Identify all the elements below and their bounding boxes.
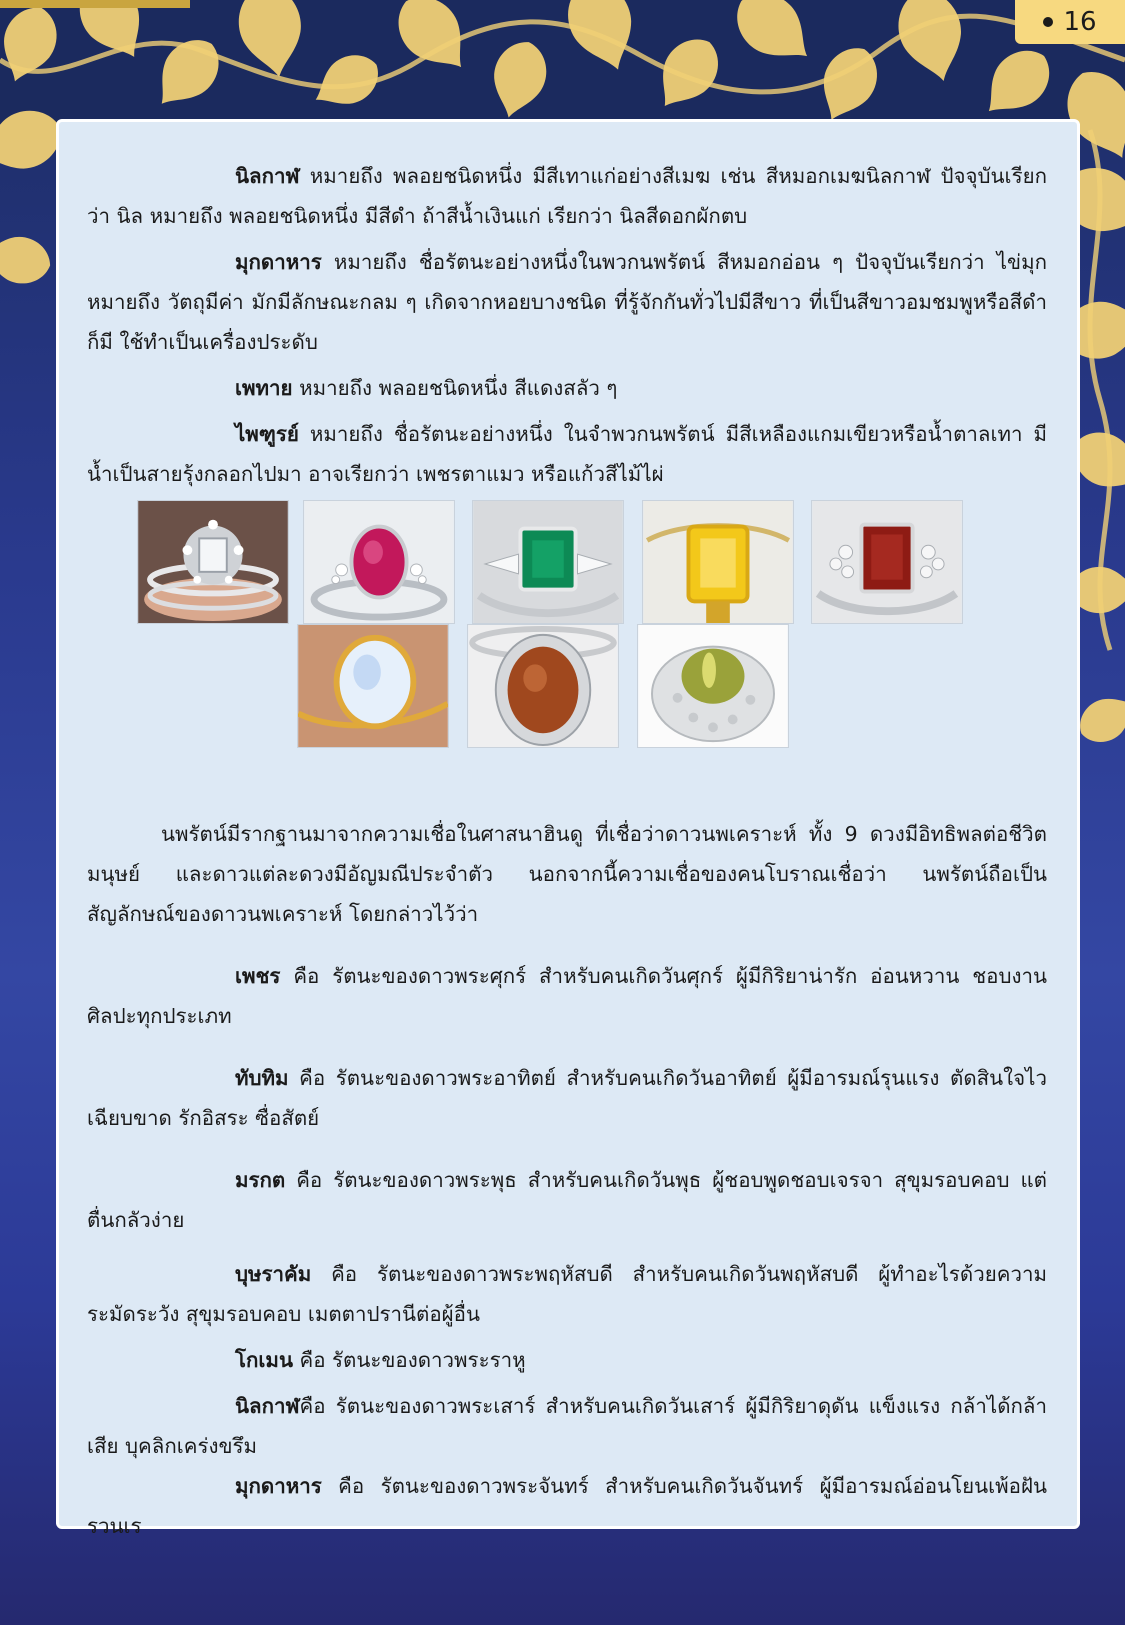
planet-text: คือ รัตนะของดาวพระพฤหัสบดี สำหรับคนเกิดวันพฤหัสบดี ผู้ทำอะไรด้วยความระมัดระวัง สุขุมรอบคอบ เมตตาปรานีต่อผู้อื่น: [87, 1262, 1047, 1326]
planet-text: คือ รัตนะของดาวพระพุธ สำหรับคนเกิดวันพุธ ผู้ชอบพูดชอบเจรจา สุขุมรอบคอบ แต่ตื่นกลัวง่าย: [87, 1168, 1047, 1232]
definition-text: หมายถึง ชื่อรัตนะอย่างหนึ่งในพวกนพรัตน์ สีหมอกอ่อน ๆ ปัจจุบันเรียกว่า ไข่มุก หมายถึง วัตถุมีค่า มักมีลักษณะกลม ๆ เกิดจากหอยบางชนิด ที่รู้จักกันทั่วไปมีสีขาว ที่เป็นสีขาวอมชมพูหรือสีดำก็มี ใช้ทำเป็นเครื่องประดับ: [87, 250, 1047, 354]
term: นิลกาฬ: [235, 1394, 300, 1418]
yellow-sapphire-ring-image: [642, 500, 794, 624]
term: มรกต: [235, 1168, 286, 1192]
planet-paragraph: [87, 1466, 1047, 1546]
term: ทับทิม: [235, 1066, 289, 1090]
term: เพทาย: [235, 376, 293, 400]
planet-text: คือ รัตนะของดาวพระศุกร์ สำหรับคนเกิดวันศุกร์ ผู้มีกิริยาน่ารัก อ่อนหวาน ชอบงานศิลปะทุกประเภท: [87, 964, 1047, 1028]
term: บุษราคัม: [235, 1262, 312, 1286]
term: มุกดาหาร: [235, 1474, 322, 1498]
diamond-ring-image: [137, 500, 289, 624]
bullet-icon: [1043, 17, 1053, 27]
planet-text: คือ รัตนะของดาวพระจันทร์ สำหรับคนเกิดวันจันทร์ ผู้มีอารมณ์อ่อนโยนเพ้อฝัน รวนเร: [87, 1474, 1047, 1538]
garnet-ring-image: [811, 500, 963, 624]
emerald-ring-image: [472, 500, 624, 624]
gemstone-ring-gallery: [87, 500, 1047, 792]
planet-paragraph: [87, 1386, 1047, 1466]
planet-paragraph: [87, 1254, 1047, 1334]
planet-paragraph: [87, 1160, 1047, 1240]
definition-paragraph: [87, 156, 1047, 236]
page-number-badge: [1015, 0, 1125, 44]
intro-paragraph: นพรัตน์มีรากฐานมาจากความเชื่อในศาสนาฮินดู ที่เชื่อว่าดาวนพเคราะห์ ทั้ง 9 ดวงมีอิทธิพลต่อชีวิตมนุษย์ และดาวแต่ละดวงมีอัญมณีประจำตัว นอกจากนี้ความเชื่อของคนโบราณเชื่อว่า นพรัตน์ถือเป็นสัญลักษณ์ของดาวนพเคราะห์ โดยกล่าวไว้ว่า: [87, 822, 1047, 926]
content-panel: [56, 119, 1080, 1538]
term: เพชร: [235, 964, 281, 988]
term: ไพฑูรย์: [235, 422, 299, 446]
term: มุกดาหาร: [235, 250, 322, 274]
definition-paragraph: [87, 242, 1047, 362]
planet-paragraph: [87, 956, 1047, 1036]
planet-text: คือ รัตนะของดาวพระเสาร์ สำหรับคนเกิดวันเสาร์ ผู้มีกิริยาดุดัน แข็งแรง กล้าได้กล้าเสีย บุคลิกเคร่งขรึม: [87, 1394, 1047, 1458]
definition-paragraph: [87, 414, 1047, 494]
moonstone-ring-image: [297, 624, 449, 748]
definition-text: หมายถึง ชื่อรัตนะอย่างหนึ่ง ในจำพวกนพรัตน์ มีสีเหลืองแกมเขียวหรือน้ำตาลเทา มีน้ำเป็นสายรุ้งกลอกไปมา อาจเรียกว่า เพชรตาแมว หรือแก้วสีไม้ไผ่: [87, 422, 1047, 486]
cats-eye-ring-image: [637, 624, 789, 748]
term: นิลกาฬ: [235, 164, 300, 188]
planet-text: คือ รัตนะของดาวพระอาทิตย์ สำหรับคนเกิดวันอาทิตย์ ผู้มีอารมณ์รุนแรง ตัดสินใจไวเฉียบขาด รักอิสระ ซื่อสัตย์: [87, 1066, 1047, 1130]
definition-text: หมายถึง พลอยชนิดหนึ่ง มีสีเทาแก่อย่างสีเมฆ เช่น สีหมอกเมฆนิลกาฬ ปัจจุบันเรียกว่า นิล หมายถึง พลอยชนิดหนึ่ง มีสีดำ ถ้าสีน้ำเงินแก่ เรียกว่า นิลสีดอกผักตบ: [87, 164, 1047, 228]
ruby-ring-image: [303, 500, 455, 624]
definition-paragraph: [87, 368, 1047, 408]
page-number: 16: [1063, 7, 1097, 37]
term: โกเมน: [235, 1348, 293, 1372]
planet-text: คือ รัตนะของดาวพระราหู: [292, 1348, 526, 1372]
planet-paragraph: [87, 1058, 1047, 1138]
definition-text: หมายถึง พลอยชนิดหนึ่ง สีแดงสลัว ๆ: [292, 376, 618, 400]
planet-paragraph: [87, 1340, 1047, 1380]
zircon-ring-image: [467, 624, 619, 748]
